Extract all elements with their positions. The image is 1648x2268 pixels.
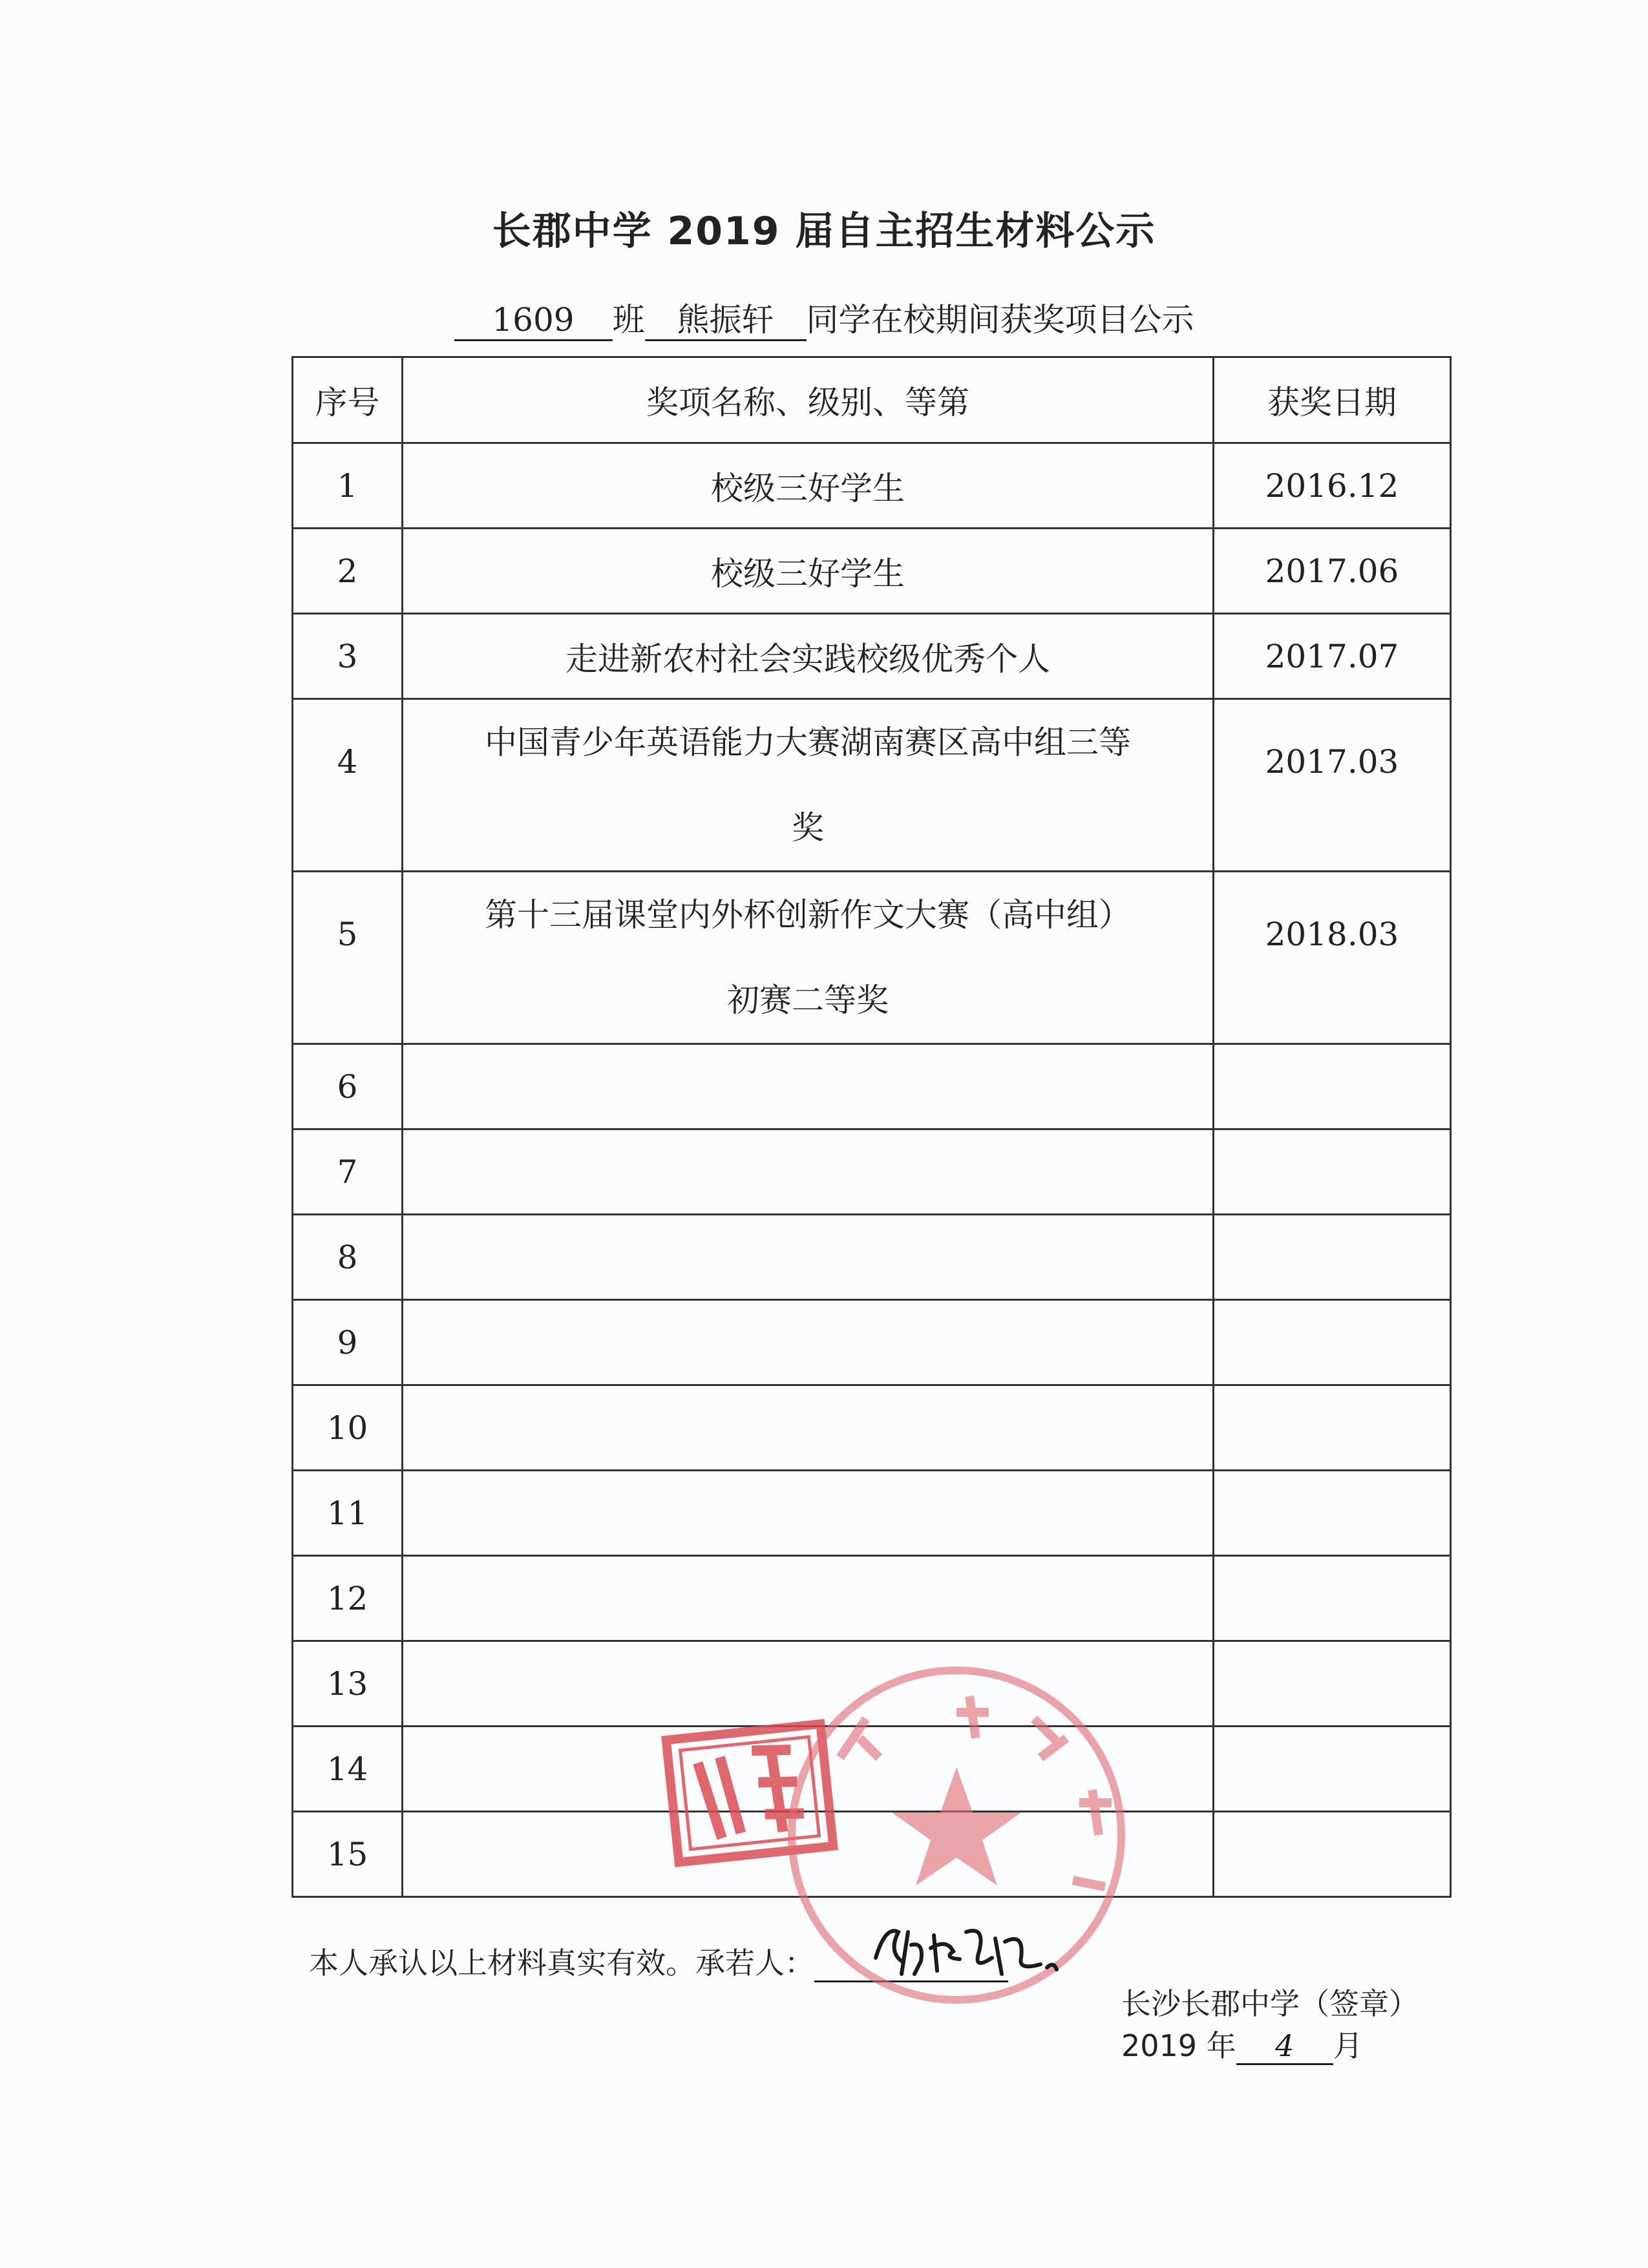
awards-table-body bbox=[293, 443, 1451, 1897]
row-index: 8 bbox=[293, 1215, 403, 1300]
row-index: 11 bbox=[293, 1471, 403, 1556]
row-date: 2016.12 bbox=[1214, 443, 1451, 529]
row-date: 2017.03 bbox=[1214, 699, 1451, 872]
table-row bbox=[293, 872, 1451, 1044]
header-date: 获奖日期 bbox=[1214, 357, 1451, 443]
row-date bbox=[1214, 1471, 1451, 1556]
table-row bbox=[293, 1556, 1451, 1641]
row-index: 4 bbox=[293, 699, 403, 872]
table-header-row bbox=[293, 357, 1451, 443]
row-date bbox=[1214, 1556, 1451, 1641]
row-date bbox=[1214, 1385, 1451, 1471]
row-award bbox=[403, 872, 1214, 1044]
row-award bbox=[403, 1727, 1214, 1812]
row-award-line1: 中国青少年英语能力大赛湖南赛区高中组三等 bbox=[485, 724, 1131, 761]
class-number: 1609 bbox=[454, 302, 613, 341]
table-row bbox=[293, 1215, 1451, 1300]
row-index: 13 bbox=[293, 1641, 403, 1727]
row-index: 9 bbox=[293, 1300, 403, 1385]
row-award bbox=[403, 1129, 1214, 1215]
school-signature-label: 长沙长郡中学（签章） bbox=[1121, 1986, 1419, 2021]
row-index: 3 bbox=[293, 614, 403, 699]
row-award bbox=[403, 1300, 1214, 1385]
handwritten-signature-icon bbox=[863, 1913, 1070, 1984]
row-date bbox=[1214, 1215, 1451, 1300]
awards-table bbox=[291, 356, 1452, 1898]
class-suffix: 班 bbox=[612, 301, 645, 339]
row-index: 14 bbox=[293, 1727, 403, 1812]
row-date bbox=[1214, 1641, 1451, 1727]
row-index: 5 bbox=[293, 872, 403, 1044]
sign-month: 4 bbox=[1236, 2028, 1333, 2065]
table-row bbox=[293, 1129, 1451, 1215]
row-index: 15 bbox=[293, 1812, 403, 1897]
row-date bbox=[1214, 1727, 1451, 1812]
page-title: 长郡中学 2019 届自主招生材料公示 bbox=[492, 209, 1156, 254]
row-award: 走进新农村社会实践校级优秀个人 bbox=[403, 614, 1214, 699]
sign-year: 2019 年 bbox=[1121, 2028, 1236, 2063]
row-date: 2018.03 bbox=[1214, 872, 1451, 1044]
header-index: 序号 bbox=[293, 357, 403, 443]
row-award-line1: 第十三届课堂内外杯创新作文大赛（高中组） bbox=[485, 896, 1131, 934]
row-award bbox=[403, 1812, 1214, 1897]
row-index: 6 bbox=[293, 1044, 403, 1129]
row-award bbox=[403, 1471, 1214, 1556]
table-row bbox=[293, 1727, 1451, 1812]
table-row bbox=[293, 1641, 1451, 1727]
student-name: 熊振轩 bbox=[645, 302, 807, 341]
row-award-line2: 奖 bbox=[792, 809, 824, 846]
header-award: 奖项名称、级别、等第 bbox=[403, 357, 1214, 443]
row-index: 10 bbox=[293, 1385, 403, 1471]
row-date bbox=[1214, 1129, 1451, 1215]
table-row bbox=[293, 1385, 1451, 1471]
table-row bbox=[293, 1471, 1451, 1556]
row-date: 2017.07 bbox=[1214, 614, 1451, 699]
page-subtitle bbox=[0, 294, 1648, 341]
row-index: 12 bbox=[293, 1556, 403, 1641]
table-row bbox=[293, 1812, 1451, 1897]
row-index: 1 bbox=[293, 443, 403, 529]
row-date: 2017.06 bbox=[1214, 529, 1451, 614]
row-date bbox=[1214, 1300, 1451, 1385]
table-row bbox=[293, 1044, 1451, 1129]
table-row bbox=[293, 614, 1451, 699]
row-award bbox=[403, 1215, 1214, 1300]
pledge-text: 本人承认以上材料真实有效。承若人： bbox=[309, 1946, 814, 1980]
table-row bbox=[293, 1300, 1451, 1385]
row-index: 2 bbox=[293, 529, 403, 614]
sign-date bbox=[1121, 2022, 1363, 2065]
row-date bbox=[1214, 1044, 1451, 1129]
row-index: 7 bbox=[293, 1129, 403, 1215]
row-date bbox=[1214, 1812, 1451, 1897]
row-award: 校级三好学生 bbox=[403, 443, 1214, 529]
row-award bbox=[403, 1641, 1214, 1727]
subtitle-text: 同学在校期间获奖项目公示 bbox=[806, 301, 1194, 339]
table-row bbox=[293, 443, 1451, 529]
table-row bbox=[293, 529, 1451, 614]
sign-month-suffix: 月 bbox=[1333, 2028, 1363, 2063]
row-award bbox=[403, 1044, 1214, 1129]
row-award bbox=[403, 1556, 1214, 1641]
table-row bbox=[293, 699, 1451, 872]
row-award: 校级三好学生 bbox=[403, 529, 1214, 614]
row-award bbox=[403, 699, 1214, 872]
row-award-line2: 初赛二等奖 bbox=[727, 982, 889, 1019]
row-award bbox=[403, 1385, 1214, 1471]
